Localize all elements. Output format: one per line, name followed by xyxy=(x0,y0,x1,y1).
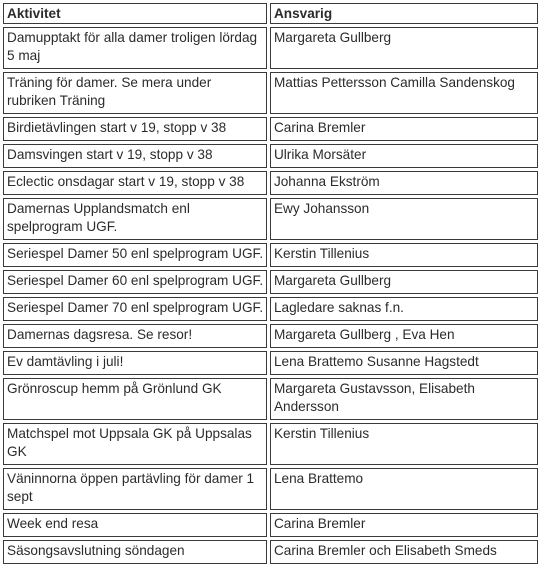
table-row xyxy=(3,540,538,564)
cell-ansvarig: Mattias Pettersson Camilla Sandenskog xyxy=(270,72,538,114)
cell-aktivitet: Seriespel Damer 50 enl spelprogram UGF. xyxy=(3,243,267,267)
cell-ansvarig: Carina Bremler xyxy=(270,117,538,141)
table-row xyxy=(3,144,538,168)
cell-aktivitet: Birdietävlingen start v 19, stopp v 38 xyxy=(3,117,267,141)
cell-aktivitet: Damernas dagsresa. Se resor! xyxy=(3,324,267,348)
cell-aktivitet: Säsongsavslutning söndagen xyxy=(3,540,267,564)
cell-aktivitet: Week end resa xyxy=(3,513,267,537)
cell-ansvarig: Kerstin Tillenius xyxy=(270,243,538,267)
cell-ansvarig: Margareta Gullberg xyxy=(270,270,538,294)
table-row xyxy=(3,117,538,141)
table-row xyxy=(3,468,538,510)
cell-ansvarig: Ewy Johansson xyxy=(270,198,538,240)
cell-aktivitet: Eclectic onsdagar start v 19, stopp v 38 xyxy=(3,171,267,195)
table-row xyxy=(3,270,538,294)
cell-aktivitet: Damsvingen start v 19, stopp v 38 xyxy=(3,144,267,168)
table-row xyxy=(3,324,538,348)
cell-aktivitet: Grönroscup hemm på Grönlund GK xyxy=(3,378,267,420)
cell-ansvarig: Margareta Gustavsson, Elisabeth Andersson xyxy=(270,378,538,420)
table-row xyxy=(3,27,538,69)
header-row xyxy=(3,3,538,24)
table-row xyxy=(3,171,538,195)
cell-aktivitet: Damernas Upplandsmatch enl spelprogram UGF. xyxy=(3,198,267,240)
table-row xyxy=(3,72,538,114)
cell-ansvarig: Lena Brattemo Susanne Hagstedt xyxy=(270,351,538,375)
cell-ansvarig: Carina Bremler och Elisabeth Smeds xyxy=(270,540,538,564)
cell-ansvarig: Ulrika Morsäter xyxy=(270,144,538,168)
cell-ansvarig: Lena Brattemo xyxy=(270,468,538,510)
cell-ansvarig: Kerstin Tillenius xyxy=(270,423,538,465)
table-body xyxy=(3,27,538,564)
cell-ansvarig: Margareta Gullberg xyxy=(270,27,538,69)
cell-aktivitet: Träning för damer. Se mera under rubriken Träning xyxy=(3,72,267,114)
table-row xyxy=(3,297,538,321)
cell-aktivitet: Seriespel Damer 70 enl spelprogram UGF. xyxy=(3,297,267,321)
cell-aktivitet: Väninnorna öppen partävling för damer 1 sept xyxy=(3,468,267,510)
table-row xyxy=(3,243,538,267)
cell-ansvarig: Carina Bremler xyxy=(270,513,538,537)
cell-ansvarig: Lagledare saknas f.n. xyxy=(270,297,538,321)
cell-ansvarig: Margareta Gullberg , Eva Hen xyxy=(270,324,538,348)
cell-aktivitet: Seriespel Damer 60 enl spelprogram UGF. xyxy=(3,270,267,294)
header-aktivitet: Aktivitet xyxy=(3,3,267,24)
table-row xyxy=(3,423,538,465)
cell-aktivitet: Ev damtävling i juli! xyxy=(3,351,267,375)
cell-aktivitet: Damupptakt för alla damer troligen lördag 5 maj xyxy=(3,27,267,69)
cell-ansvarig: Johanna Ekström xyxy=(270,171,538,195)
table-row xyxy=(3,198,538,240)
header-ansvarig: Ansvarig xyxy=(270,3,538,24)
cell-aktivitet: Matchspel mot Uppsala GK på Uppsalas GK xyxy=(3,423,267,465)
table-row xyxy=(3,378,538,420)
table-row xyxy=(3,351,538,375)
table-row xyxy=(3,513,538,537)
